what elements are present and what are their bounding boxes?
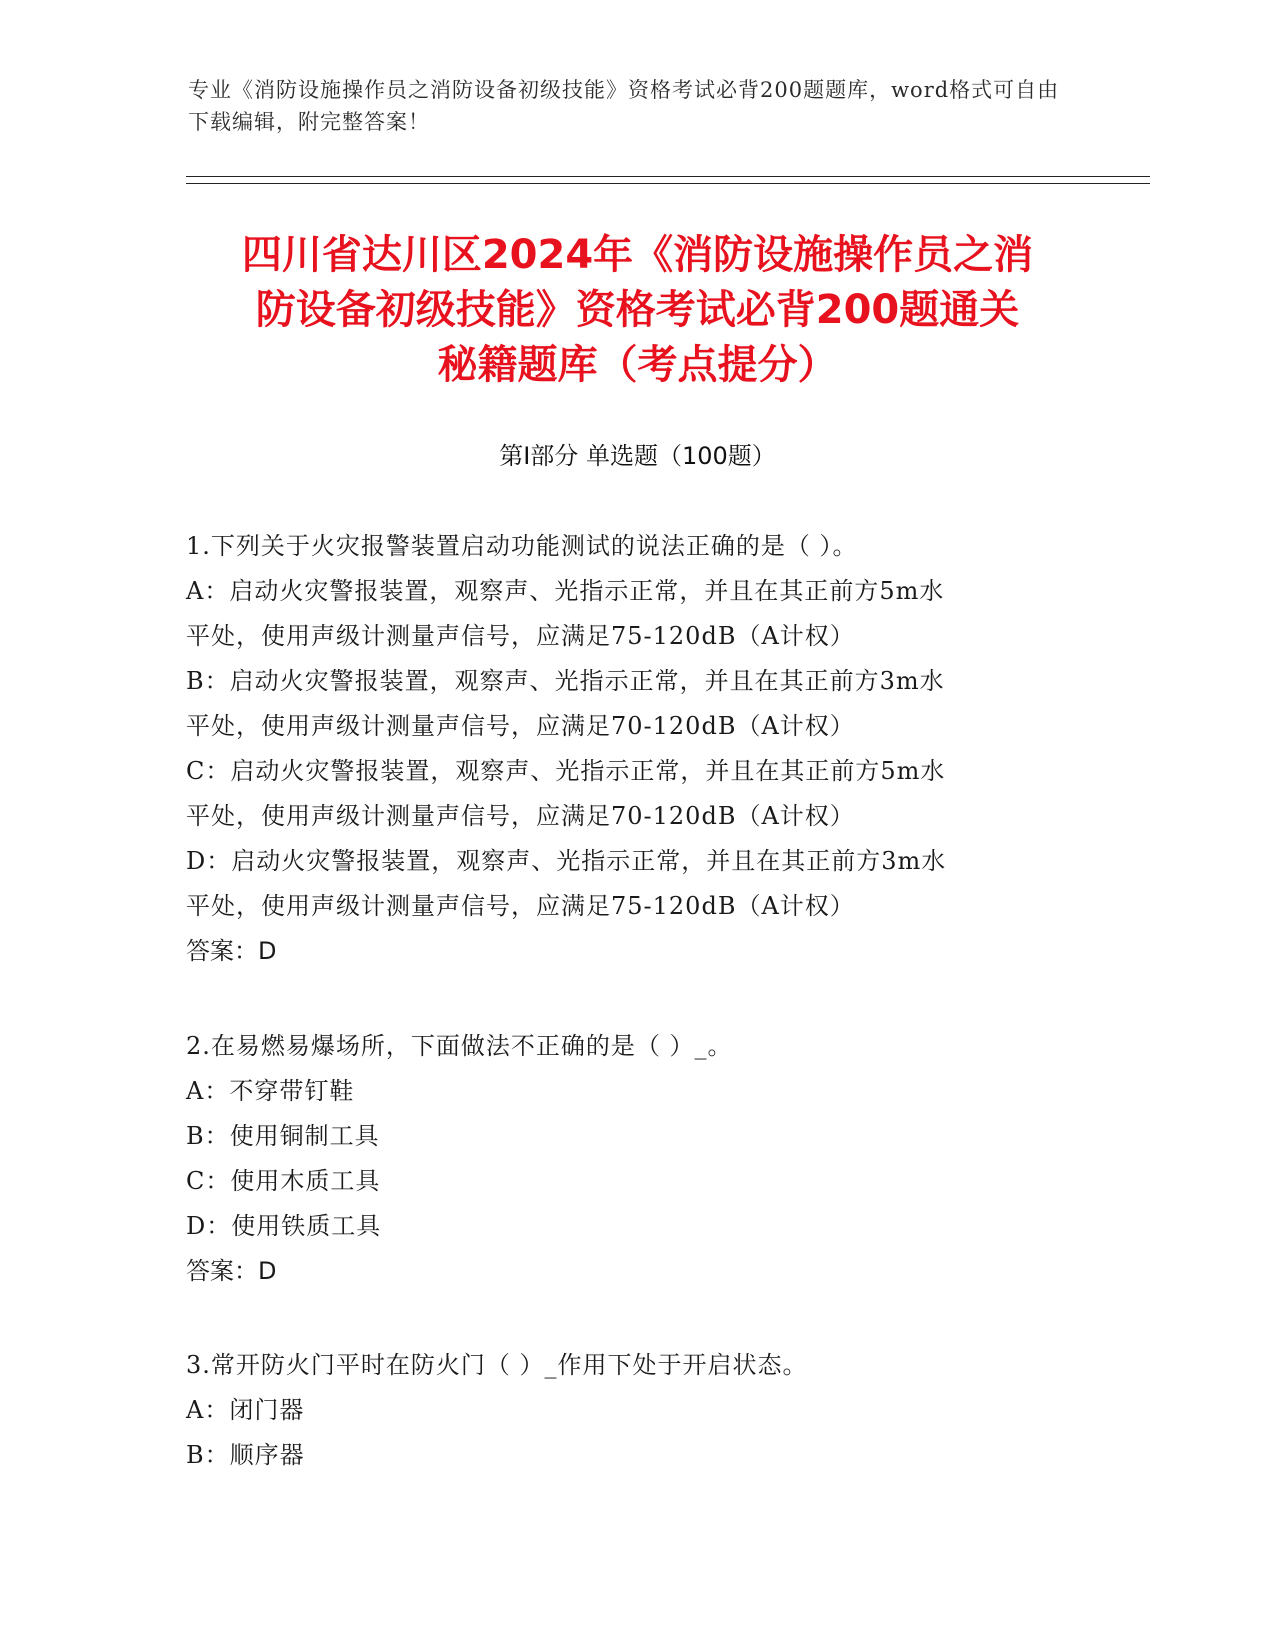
page-title [160,228,1115,393]
question-3 [186,1343,1066,1478]
option-text-line: A：启动火灾警报装置，观察声、光指示正常，并且在其正前方5m水 [186,577,945,605]
question-2-option-c: C：使用木质工具 [186,1167,381,1195]
question-2-option-a: A：不穿带钉鞋 [186,1077,355,1105]
header-note: 专业《消防设施操作员之消防设备初级技能》资格考试必背200题题库，word格式可自由下载编辑，附完整答案！ [188,78,1060,134]
header-divider-bottom [186,183,1150,184]
question-1-option-c [186,749,1066,839]
question-3-option-a: A：闭门器 [186,1396,305,1424]
option-text-line: C：启动火灾警报装置，观察声、光指示正常，并且在其正前方5m水 [186,757,946,785]
header-divider-top [186,176,1150,177]
question-3-stem: 3.常开防火门平时在防火门（ ）_作用下处于开启状态。 [186,1351,808,1379]
page-title-line-2: 防设备初级技能》资格考试必背200题通关 [255,287,1020,333]
question-1-answer: 答案：D [186,937,277,965]
option-text-line: B：启动火灾警报装置，观察声、光指示正常，并且在其正前方3m水 [186,667,945,695]
question-2 [186,1024,1066,1294]
question-3-option-b: B：顺序器 [186,1441,305,1469]
question-1 [186,524,1066,974]
option-text-line: D：启动火灾警报装置，观察声、光指示正常，并且在其正前方3m水 [186,847,947,875]
question-1-option-b [186,659,1066,749]
question-2-stem: 2.在易燃易爆场所，下面做法不正确的是（ ）_。 [186,1032,733,1060]
option-text-line: 平处，使用声级计测量声信号，应满足70-120dB（A计权） [186,802,855,830]
question-1-option-a [186,569,1066,659]
question-1-stem: 1.下列关于火灾报警装置启动功能测试的说法正确的是（ ）。 [186,532,858,560]
question-1-option-d [186,839,1066,929]
page-title-line-3: 秘籍题库（考点提分） [437,342,838,388]
option-text-line: 平处，使用声级计测量声信号，应满足75-120dB（A计权） [186,622,855,650]
question-2-option-d: D：使用铁质工具 [186,1212,382,1240]
option-text-line: 平处，使用声级计测量声信号，应满足70-120dB（A计权） [186,712,855,740]
option-text-line: 平处，使用声级计测量声信号，应满足75-120dB（A计权） [186,892,855,920]
section-title: 第Ⅰ部分 单选题（100题） [499,442,776,470]
question-2-option-b: B：使用铜制工具 [186,1122,380,1150]
page-title-line-1: 四川省达川区2024年《消防设施操作员之消 [241,232,1034,278]
question-2-answer: 答案：D [186,1257,277,1285]
